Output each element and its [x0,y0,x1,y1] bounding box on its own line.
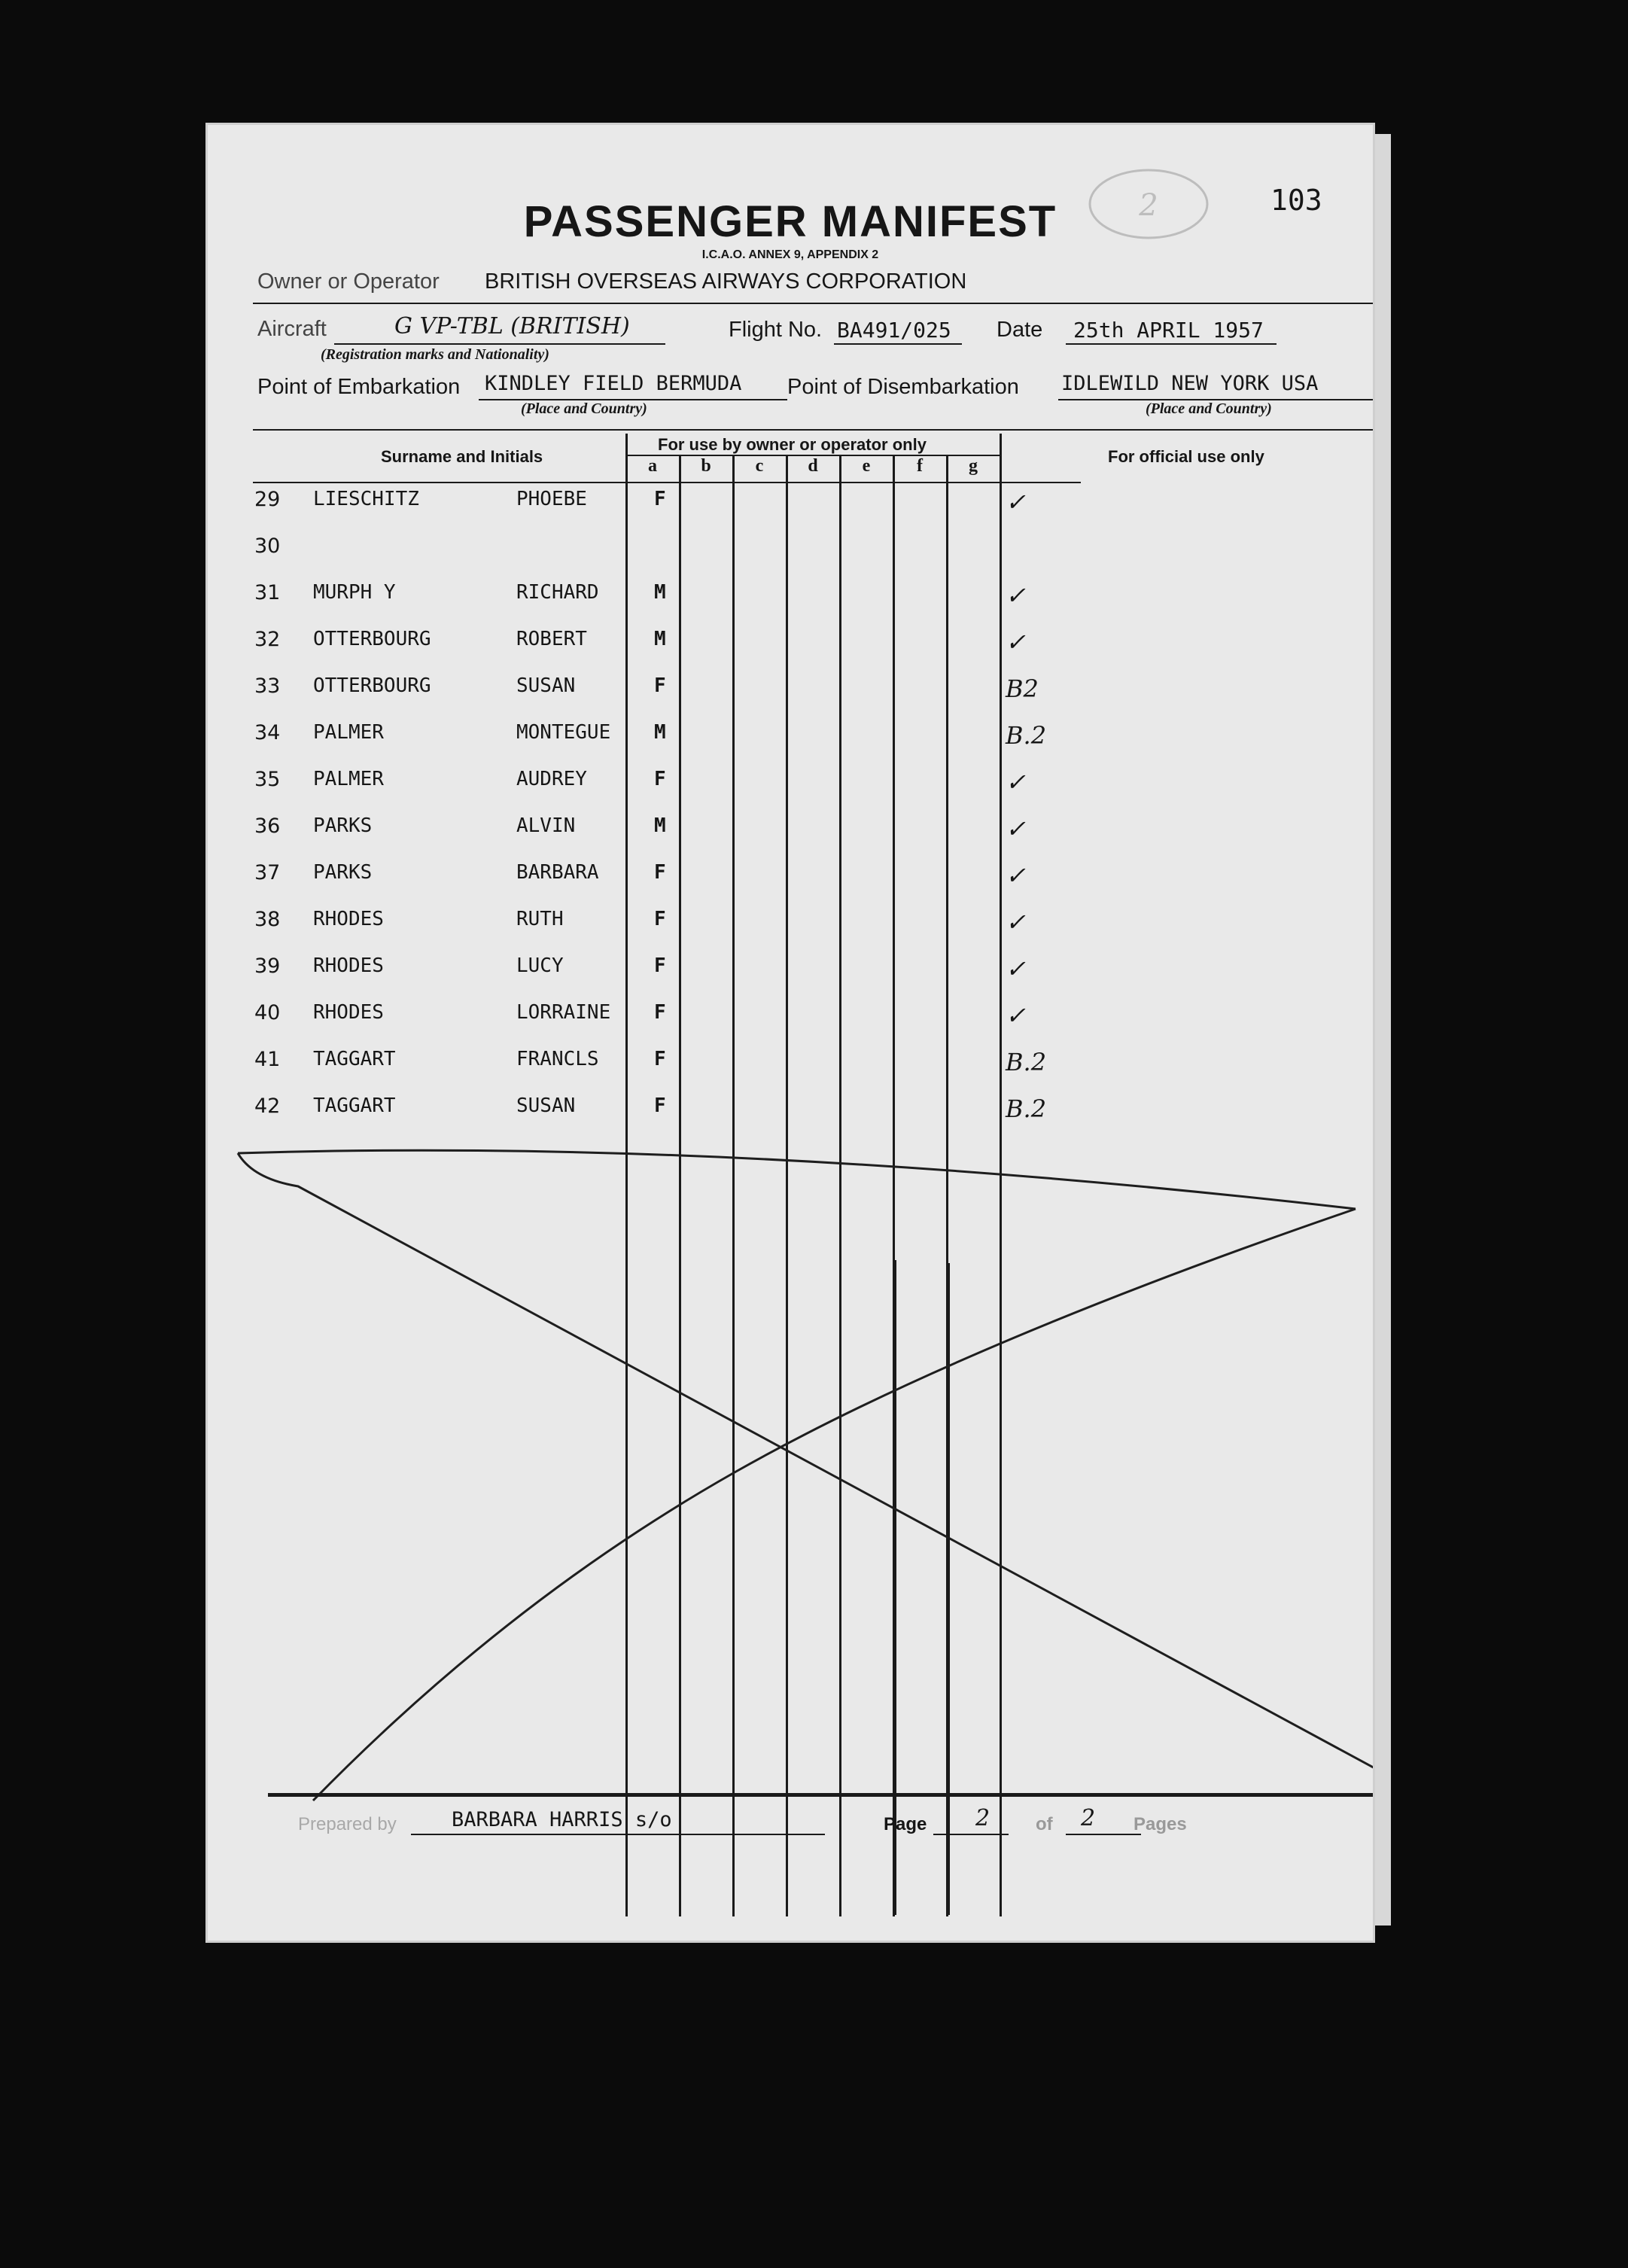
disembarkation-value: IDLEWILD NEW YORK USA [1061,372,1319,395]
owner-value: BRITISH OVERSEAS AIRWAYS CORPORATION [485,269,967,294]
page-label: Page [884,1814,927,1834]
row-official-note: ✓ [1006,861,1026,890]
prepared-by-value: BARBARA HARRIS s/o [452,1808,672,1831]
operator-header: For use by owner or operator only [658,435,927,454]
row-surname: MURPH Y [313,581,396,604]
row-number: 34 [254,721,281,744]
row-official-note: ✓ [1006,488,1026,516]
embarkation-label: Point of Embarkation [257,375,461,399]
row-sex: F [654,1048,666,1070]
official-header: For official use only [1108,447,1264,466]
row-number: 35 [254,768,281,791]
row-given-name: BARBARA [516,861,599,884]
row-given-name: RICHARD [516,581,599,604]
row-sex: M [654,814,666,837]
row-official-note: B.2 [1006,1048,1047,1076]
document-subtitle: I.C.A.O. ANNEX 9, APPENDIX 2 [701,248,879,261]
row-given-name: SUSAN [516,674,576,697]
pages-label: Pages [1134,1814,1187,1834]
col-letter-c: c [755,456,764,476]
row-sex: F [654,908,666,930]
row-sex: F [654,861,666,884]
row-given-name: LORRAINE [516,1001,611,1024]
row-surname: PARKS [313,814,373,837]
row-official-note: ✓ [1006,954,1026,983]
row-official-note: ✓ [1006,628,1026,656]
disembarkation-note: (Place and Country) [1146,400,1272,417]
date-label: Date [997,318,1043,342]
flight-value: BA491/025 [837,318,951,342]
page-value: 2 [975,1805,990,1831]
row-official-note: ✓ [1006,814,1026,843]
row-surname: RHODES [313,908,384,930]
row-number: 31 [254,581,281,604]
of-underline [1066,1834,1141,1835]
row-official-note: ✓ [1006,768,1026,796]
row-given-name: AUDREY [516,768,587,790]
disembarkation-label: Point of Disembarkation [787,375,1019,399]
row-number: 40 [254,1001,281,1024]
row-official-note: B.2 [1006,721,1047,750]
row-surname: OTTERBOURG [313,674,431,697]
row-given-name: RUTH [516,908,564,930]
row-number: 38 [254,908,281,931]
row-number: 36 [254,814,281,838]
row-sex: F [654,1001,666,1024]
prepared-by-underline [411,1834,825,1835]
of-value: 2 [1081,1805,1096,1831]
row-surname: RHODES [313,1001,384,1024]
row-surname: LIESCHITZ [313,488,419,510]
page-number: 103 [1270,184,1322,217]
row-surname: TAGGART [313,1094,396,1117]
row-surname: PALMER [313,768,384,790]
date-value: 25th APRIL 1957 [1073,318,1264,342]
col-letter-d: d [808,456,818,476]
of-label: of [1036,1814,1053,1834]
circled-mark-text: 2 [1139,188,1158,223]
row-sex: M [654,628,666,650]
row-surname: PALMER [313,721,384,744]
row-given-name: LUCY [516,954,564,977]
prepared-by-label: Prepared by [298,1814,397,1834]
row-official-note: B2 [1006,674,1039,703]
row-sex: F [654,954,666,977]
row-surname: RHODES [313,954,384,977]
surname-header: Surname and Initials [381,447,543,466]
aircraft-value: G VP-TBL (BRITISH) [394,313,630,339]
row-number: 42 [254,1094,281,1118]
row-given-name: ROBERT [516,628,587,650]
row-official-note: B.2 [1006,1094,1047,1123]
aircraft-note: (Registration marks and Nationality) [321,346,549,363]
document-title: PASSENGER MANIFEST [523,197,1057,246]
aircraft-label: Aircraft [257,317,327,341]
footer-rule [268,1793,1373,1797]
row-number: 41 [254,1048,281,1071]
row-sex: F [654,488,666,510]
row-official-note: ✓ [1006,1001,1026,1030]
row-sex: M [654,721,666,744]
row-sex: F [654,1094,666,1117]
row-official-note: ✓ [1006,581,1026,610]
col-letter-b: b [701,456,711,476]
row-given-name: SUSAN [516,1094,576,1117]
embarkation-value: KINDLEY FIELD BERMUDA [485,372,742,395]
row-given-name: FRANCLS [516,1048,599,1070]
row-number: 37 [254,861,281,884]
row-number: 30 [254,534,281,558]
row-given-name: MONTEGUE [516,721,611,744]
page-underline [933,1834,1009,1835]
row-sex: F [654,768,666,790]
cross-out-mark [208,125,1373,1941]
row-sex: F [654,674,666,697]
embarkation-note: (Place and Country) [521,400,647,417]
flight-label: Flight No. [729,318,823,342]
col-letter-a: a [648,456,657,476]
row-surname: OTTERBOURG [313,628,431,650]
row-surname: TAGGART [313,1048,396,1070]
owner-label: Owner or Operator [257,269,440,294]
row-surname: PARKS [313,861,373,884]
row-number: 33 [254,674,281,698]
paper-edge-shadow [1373,134,1391,1926]
row-given-name: ALVIN [516,814,576,837]
row-given-name: PHOEBE [516,488,587,510]
manifest-sheet [208,125,1373,1941]
row-number: 39 [254,954,281,978]
row-official-note: ✓ [1006,908,1026,936]
row-number: 29 [254,488,281,511]
col-letter-e: e [862,456,871,476]
row-number: 32 [254,628,281,651]
col-letter-f: f [917,456,923,476]
row-sex: M [654,581,666,604]
col-letter-g: g [969,456,978,476]
